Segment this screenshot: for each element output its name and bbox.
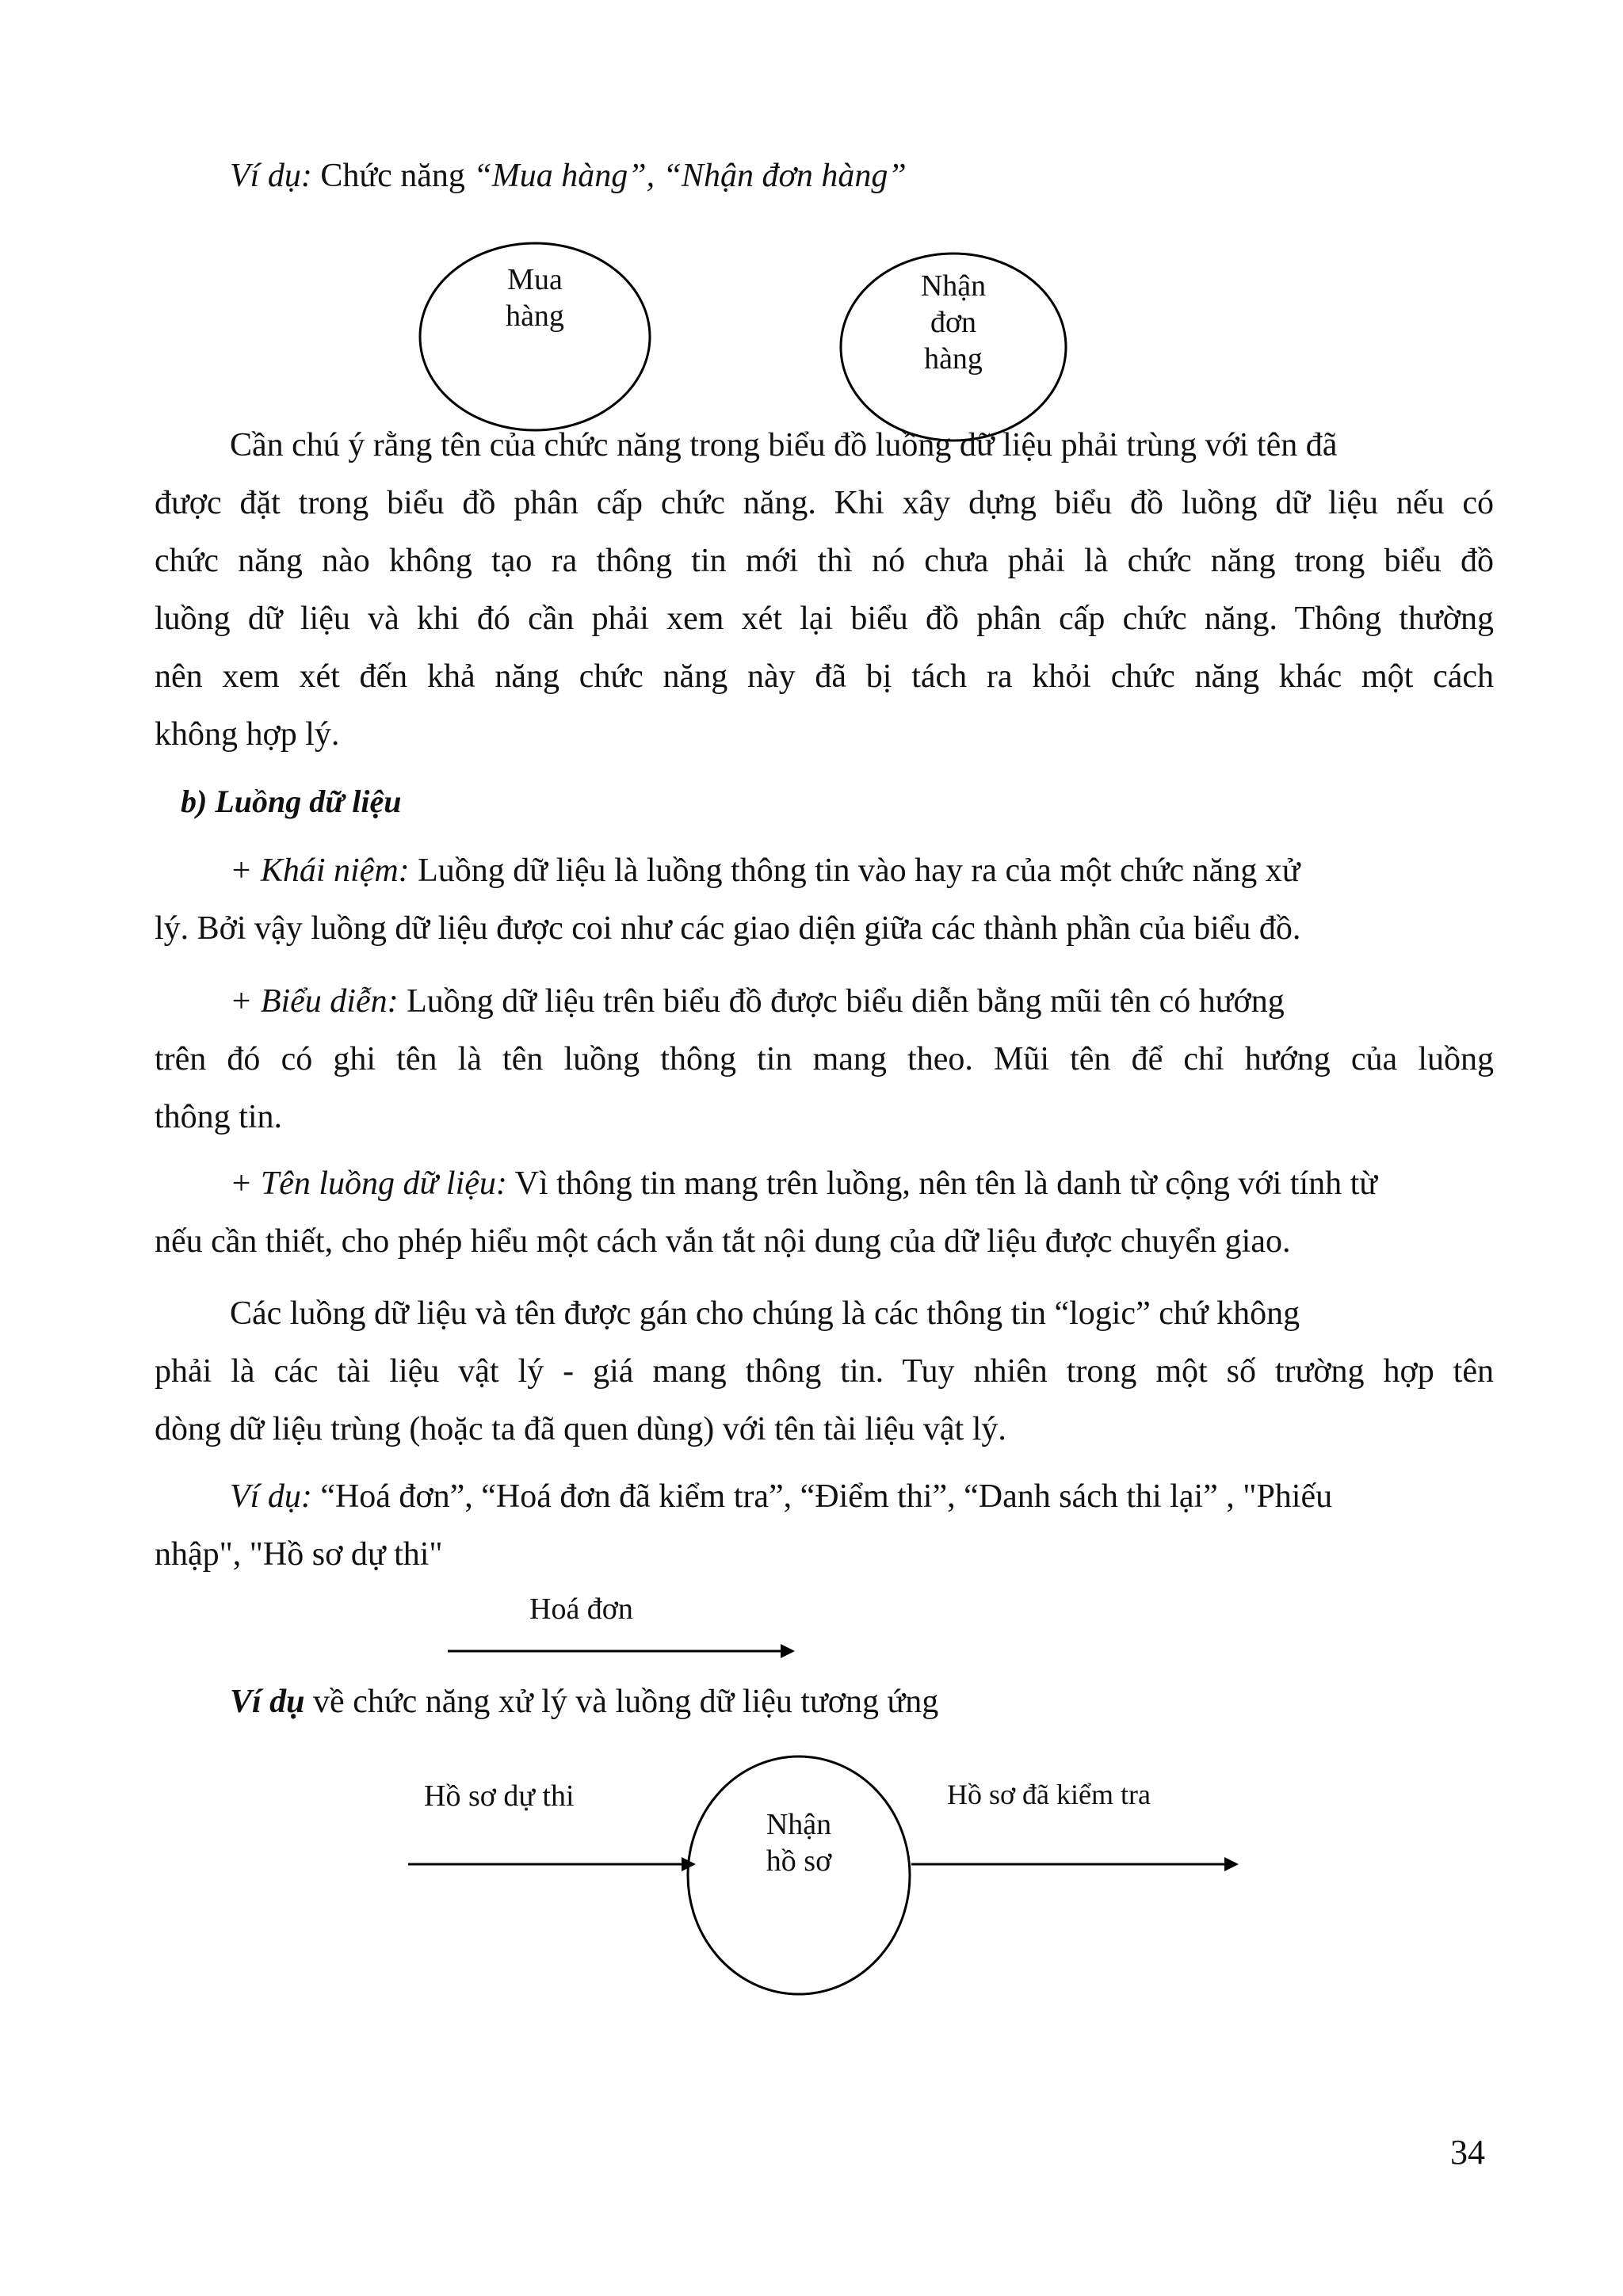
para1-line-4: luồng dữ liệu và khi đó cần phải xem xét lại biểu đồ phân cấp chức năng. Thông thường xyxy=(155,601,1494,637)
bubble-label-mua-hang: Mua hàng xyxy=(506,263,564,333)
page-number: 34 xyxy=(1450,2133,1485,2172)
section-heading: b) Luồng dữ liệu xyxy=(181,784,402,819)
flow-name-line-2: nếu cần thiết, cho phép hiểu một cách vắn tắt nội dung của dữ liệu được chuyển giao. xyxy=(155,1223,1291,1260)
example-function-names: “Mua hàng”, “Nhận đơn hàng” xyxy=(473,158,907,194)
flow-name-label: + Tên luồng dữ liệu: xyxy=(230,1165,507,1202)
para1-line-3: chức năng nào không tạo ra thông tin mới thì nó chưa phải là chức năng trong biểu đồ xyxy=(155,543,1494,579)
arrowhead xyxy=(1224,1857,1239,1871)
representation-line-3: thông tin. xyxy=(155,1099,283,1135)
arrowhead xyxy=(781,1644,795,1658)
flow-name-line-1: + Tên luồng dữ liệu: Vì thông tin mang trên luồng, nên tên là danh từ cộng với tính từ xyxy=(230,1165,1378,1202)
example-3-line: Ví dụ về chức năng xử lý và luồng dữ liệu tương ứng xyxy=(230,1684,939,1720)
output-flow-label: Hồ sơ đã kiểm tra xyxy=(947,1779,1151,1810)
para1-line-2: được đặt trong biểu đồ phân cấp chức năng. Khi xây dựng biểu đồ luồng dữ liệu nếu có xyxy=(155,485,1494,521)
para2-line-1: Các luồng dữ liệu và tên được gán cho chúng là các thông tin “logic” chứ không xyxy=(230,1295,1300,1332)
concept-line-2: lý. Bởi vậy luồng dữ liệu được coi như các giao diện giữa các thành phần của biểu đồ. xyxy=(155,910,1301,947)
example-prefix: Ví dụ xyxy=(230,1684,305,1720)
para2-line-2: phải là các tài liệu vật lý - giá mang thông tin. Tuy nhiên trong một số trường hợp tên xyxy=(155,1353,1494,1390)
bubble-label-nhan-don-hang: Nhận đơn hàng xyxy=(920,269,987,376)
representation-label: + Biểu diễn: xyxy=(230,983,399,1020)
para2-line-3: dòng dữ liệu trùng (hoặc ta đã quen dùng) với tên tài liệu vật lý. xyxy=(155,1411,1006,1447)
input-flow-label: Hồ sơ dự thi xyxy=(424,1779,575,1813)
example-prefix: Ví dụ: xyxy=(230,1478,312,1515)
concept-line-1: + Khái niệm: Luồng dữ liệu là luồng thông tin vào hay ra của một chức năng xử xyxy=(230,852,1300,889)
process-label: Nhận hồ sơ xyxy=(766,1808,832,1878)
representation-line-1: + Biểu diễn: Luồng dữ liệu trên biểu đồ được biểu diễn bằng mũi tên có hướng xyxy=(230,983,1285,1020)
para1-line-5: nên xem xét đến khả năng chức năng này đã bị tách ra khỏi chức năng khác một cách xyxy=(155,658,1494,695)
example-1-line xyxy=(230,157,1494,195)
para1-line-1: Cần chú ý rằng tên của chức năng trong biểu đồ luồng dữ liệu phải trùng với tên đã xyxy=(230,427,1338,463)
concept-label: + Khái niệm: xyxy=(230,852,410,889)
example-prefix: Ví dụ: xyxy=(230,158,312,194)
example-2-line-1: Ví dụ: “Hoá đơn”, “Hoá đơn đã kiểm tra”, “Điểm thi”, “Danh sách thi lại” , "Phiếu xyxy=(230,1478,1333,1515)
representation-line-2: trên đó có ghi tên là tên luồng thông tin mang theo. Mũi tên để chỉ hướng của luồng xyxy=(155,1041,1494,1077)
arrow-label-hoa-don: Hoá đơn xyxy=(529,1592,633,1626)
example-2-line-2: nhập", "Hồ sơ dự thi" xyxy=(155,1536,443,1573)
para1-line-6: không hợp lý. xyxy=(155,716,340,753)
arrowhead xyxy=(682,1857,696,1871)
example-text: Chức năng xyxy=(311,158,474,194)
